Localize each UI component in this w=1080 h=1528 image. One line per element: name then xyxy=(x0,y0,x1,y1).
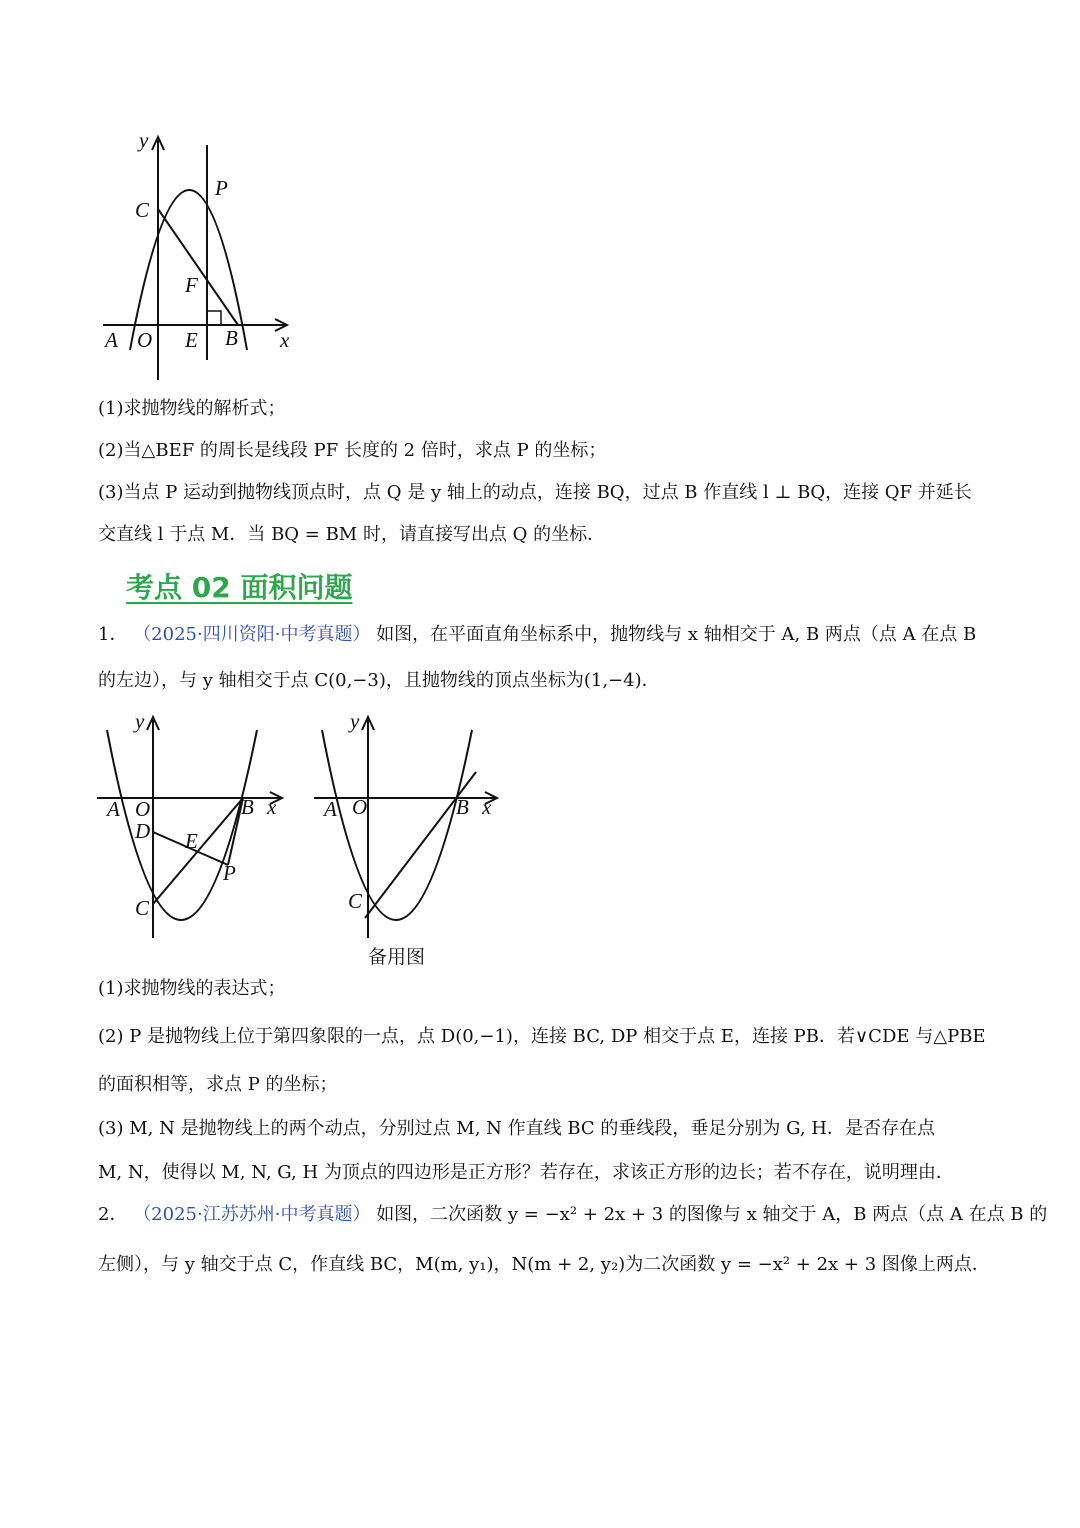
backup-figure-caption: 备用图 xyxy=(368,946,426,968)
problem1-line1 xyxy=(98,620,1020,650)
label-e: E xyxy=(185,829,198,853)
problem2-text-line1: 如图，二次函数 y = −x² + 2x + 3 的图像与 x 轴交于 A，B 两点（点 A 在点 B 的 xyxy=(376,1204,1048,1225)
problem1-question-3-line1: (3) M, N 是抛物线上的两个动点，分别过点 M, N 作直线 BC 的垂线段，垂足分别为 G, H．是否存在点 xyxy=(98,1118,936,1139)
problem1-text-line1: 如图，在平面直角坐标系中，抛物线与 x 轴相交于 A, B 两点（点 A 在点 B xyxy=(376,624,977,645)
label-x: x xyxy=(267,795,277,819)
label-c: C xyxy=(135,896,150,920)
section-heading: 考点 02 面积问题 xyxy=(126,571,353,604)
problem1-question-1: (1)求抛物线的表达式； xyxy=(98,978,286,999)
label-y: y xyxy=(135,710,145,733)
label-o: O xyxy=(137,328,153,352)
label-y: y xyxy=(350,710,360,733)
label-x: x xyxy=(280,328,290,352)
problem2-text-line2: 左侧），与 y 轴交于点 C，作直线 BC，M(m, y₁)，N(m + 2, y₂)为二次函数 y = −x² + 2x + 3 图像上两点． xyxy=(98,1254,990,1275)
problem2-source: （2025·江苏苏州·中考真题） xyxy=(133,1204,371,1225)
label-x: x xyxy=(482,795,492,819)
problem1-question-2-line2: 的面积相等，求点 P 的坐标； xyxy=(98,1074,338,1095)
parabola xyxy=(322,730,472,920)
label-p: P xyxy=(215,176,228,200)
label-a: A xyxy=(105,328,118,352)
label-b: B xyxy=(225,326,238,350)
figure-parabola-pf xyxy=(95,125,305,385)
label-d: D xyxy=(135,819,151,843)
problem1-question-2-line1: (2) P 是抛物线上位于第四象限的一点，点 D(0,−1)，连接 BC, DP 相交于点 E，连接 PB．若∨CDE 与△PBE xyxy=(98,1026,986,1047)
parabola xyxy=(107,730,257,920)
label-o: O xyxy=(135,797,151,821)
problem1-question-3-line2: M, N，使得以 M, N, G, H 为顶点的四边形是正方形？若存在，求该正方形的边长；若不存在，说明理由． xyxy=(98,1162,954,1183)
figure-right-backup xyxy=(310,710,510,942)
label-c: C xyxy=(348,889,363,913)
label-o: O xyxy=(352,795,368,819)
label-b: B xyxy=(456,795,469,819)
line-cb xyxy=(158,209,238,325)
figure-left-main xyxy=(95,710,295,942)
label-a: A xyxy=(107,797,120,821)
label-a: A xyxy=(324,797,337,821)
problem1-source: （2025·四川资阳·中考真题） xyxy=(133,624,371,645)
problem1-number: 1． xyxy=(98,624,128,645)
line-bc-extended xyxy=(365,772,476,918)
label-c: C xyxy=(135,198,150,222)
label-f: F xyxy=(185,273,198,297)
problem2-number: 2． xyxy=(98,1204,128,1225)
problem1-text-line2: 的左边），与 y 轴相交于点 C(0,−3)，且抛物线的顶点坐标为(1,−4)． xyxy=(98,670,660,691)
label-b: B xyxy=(241,795,254,819)
prev-question-3-line2: 交直线 l 于点 M．当 BQ = BM 时，请直接写出点 Q 的坐标． xyxy=(98,524,606,545)
prev-question-3-line1: (3)当点 P 运动到抛物线顶点时，点 Q 是 y 轴上的动点，连接 BQ，过点 B 作直线 l ⊥ BQ，连接 QF 并延长 xyxy=(98,482,972,503)
label-y: y xyxy=(139,128,149,152)
label-p: P xyxy=(223,861,236,885)
problem2-line1 xyxy=(98,1200,1048,1230)
prev-question-1: (1)求抛物线的解析式； xyxy=(98,398,286,419)
label-e: E xyxy=(185,328,198,352)
prev-question-2: (2)当△BEF 的周长是线段 PF 长度的 2 倍时，求点 P 的坐标； xyxy=(98,440,607,461)
right-angle-mark xyxy=(207,311,221,325)
